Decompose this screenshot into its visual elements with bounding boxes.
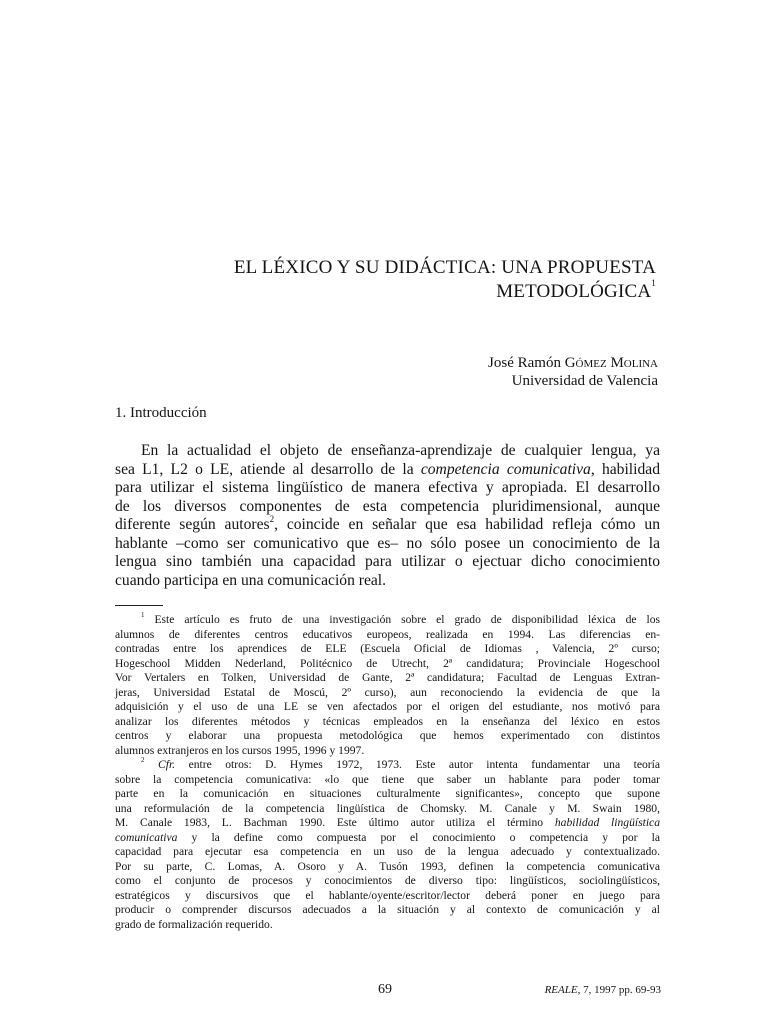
footnote-1-line: Vor Vertalers en Tolken, Universidad de Gante, 2ª candidatura; Facultad de Lenguas Extran- — [115, 671, 660, 684]
footnote-1-line: alumnos extranjeros en los cursos 1995, 1996 y 1997. — [115, 743, 365, 757]
body-line: de los diversos componentes de esta competencia pluridimensional, aunque — [115, 497, 660, 515]
title-footnote-marker[interactable]: 1 — [651, 278, 656, 288]
footnote-2-line — [115, 831, 660, 846]
footnote-1-line: alumnos de diferentes centros educativos europeos, realizada en 1994. Las diferencias en- — [115, 627, 660, 641]
footnote-1-line — [115, 613, 660, 628]
journal-name: REALE — [544, 984, 578, 996]
body-text: sea L1, L2 o LE, atiende al desarrollo de la — [115, 460, 421, 478]
footnote-emphasis: habilidad lingüística — [554, 816, 660, 829]
footnote-2-line: sobre la competencia comunicativa: «lo que tiene que saber un hablante para poder tomar — [115, 772, 660, 786]
body-line — [115, 516, 660, 535]
footnote-2-line: capacidad para ejecutar esa competencia en un uso de la lengua adecuado y contextualizado. — [115, 845, 660, 858]
author-first-name: José Ramón — [488, 355, 561, 371]
footnote-1-line: analizar los diferentes métodos y técnicas empleados en la enseñanza del léxico en estos — [115, 714, 660, 728]
footnote-emphasis: Cfr. — [158, 758, 176, 771]
footnote-1-mark: 1 — [141, 611, 145, 619]
body-line: para utilizar el sistema lingüístico de manera efectiva y apropiada. El desarrollo — [115, 479, 660, 496]
body-line: lengua sino también una capacidad para utilizar o ejectuar dicho conocimiento — [115, 553, 660, 570]
author-block — [258, 354, 658, 390]
footnote-2-line: producir o comprender discursos adecuados a la situación y al contexto de comunicación y al — [115, 903, 660, 916]
footnote-separator — [115, 605, 163, 606]
footnotes — [115, 613, 660, 932]
footnote-1-line: Hogeschool Midden Nederland, Politécnico de Utrecht, 2ª candidatura; Provinciale Hogeschool — [115, 656, 660, 670]
footnote-emphasis: comunicativa — [115, 830, 178, 844]
footnote-2-line: como el conjunto de procesos y conocimientos de diverso tipo: lingüísticos, sociolingüísticos, — [115, 874, 660, 887]
footnote-2-mark: 2 — [141, 756, 145, 764]
body-line: hablante –como ser comunicativo que es– no sólo posee un conocimiento de la — [115, 534, 660, 552]
footnote-2-line — [115, 758, 660, 773]
title-line-1: EL LÉXICO Y SU DIDÁCTICA: UNA PROPUESTA — [233, 257, 656, 278]
author-affiliation: Universidad de Valencia — [511, 373, 658, 389]
author-last-name: Gómez Molina — [564, 355, 658, 371]
footnote-2-line: grado de formalización requerido. — [115, 917, 273, 931]
footnote-1-line: adquisición y el uso de una LE se ven afectados por el origen del estudiante, nos motivó para — [115, 700, 660, 713]
footnote-1-line: centros y elaborar una propuesta metodológica que hemos experimentado con distintos — [115, 729, 660, 742]
footnote-2-line: una reformulación de la competencia lingüística de Chomsky. M. Canale y M. Swain 1980, — [115, 801, 660, 815]
body-emphasis: competencia comunicativa — [420, 460, 591, 478]
footnote-2-line: Por su parte, C. Lomas, A. Osoro y A. Tusón 1993, definen la competencia comunicativa — [115, 859, 660, 873]
footnote-1-line: jeras, Universidad Estatal de Moscú, 2º curso), aun reconociendo la evidencia de que la — [115, 685, 660, 699]
title-line-2-text: METODOLÓGICA — [496, 281, 652, 302]
body-paragraph — [115, 442, 660, 590]
body-text: diferente según autores — [115, 516, 270, 533]
footnote-text: Este artículo es fruto de una investigación sobre el grado de disponibilidad léxica de los — [154, 613, 661, 626]
title-line-2 — [136, 280, 656, 304]
footnote-text: M. Canale 1983, L. Bachman 1990. Este último autor utiliza el término — [115, 816, 555, 829]
body-line: cuando participa en una comunicación real. — [115, 571, 387, 589]
section-heading: 1. Introducción — [115, 405, 207, 421]
journal-citation: , 7, 1997 pp. 69-93 — [577, 984, 661, 996]
footnote-text: y la define como compuesta por el conocimiento o competencia y por la — [177, 830, 660, 844]
footnote-2-line: estratégicos y discursivos que el hablante/oyente/escritor/lector deberá poner en juego para — [115, 888, 660, 902]
body-text: , coincide en señalar que esa habilidad refleja cómo un — [274, 516, 660, 533]
footnote-2-line — [115, 816, 660, 831]
article-title — [136, 256, 656, 304]
body-text: , habilidad — [590, 460, 660, 478]
journal-reference — [545, 984, 661, 996]
footnote-1-line: contradas entre los aprendices de ELE (Escuela Oficial de Idiomas , Valencia, 2º curso; — [115, 642, 660, 655]
body-line: En la actualidad el objeto de enseñanza-aprendizaje de cualquier lengua, ya — [141, 442, 660, 459]
footnote-2-marker[interactable]: 2 — [269, 514, 275, 524]
body-line — [115, 461, 660, 480]
page-number: 69 — [378, 982, 392, 997]
author-name — [258, 354, 658, 372]
footnote-text: entre otros: D. Hymes 1972, 1973. Este autor intenta fundamentar una teoría — [175, 758, 660, 771]
footnote-2-line: parte en la comunicación en situaciones culturalmente significantes», concepto que supone — [115, 787, 660, 800]
